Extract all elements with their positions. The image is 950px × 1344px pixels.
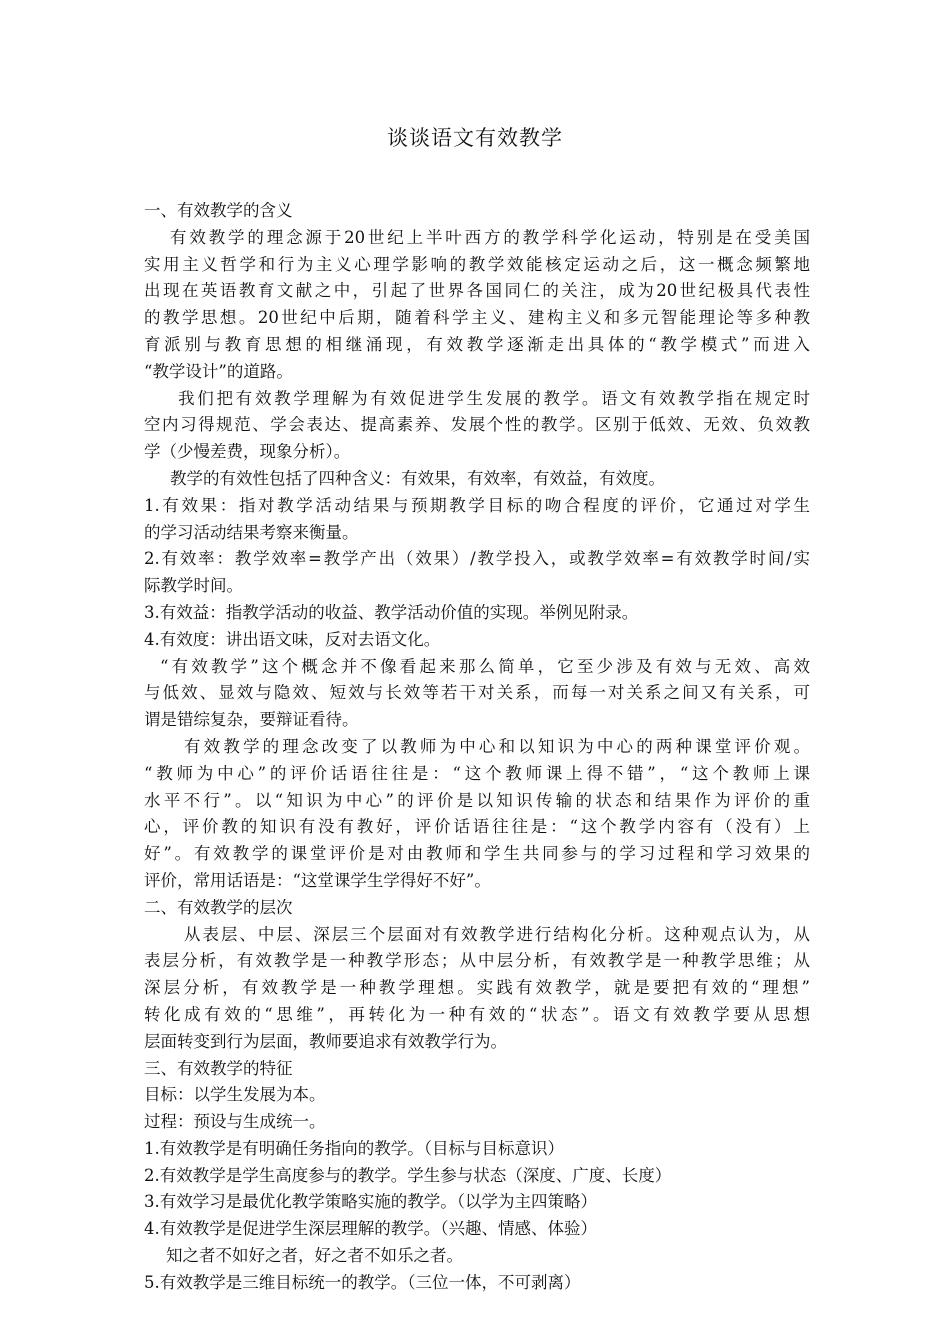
list-item: 1.有效果：指对教学活动结果与预期教学目标的吻合程度的评价，它通过对学生: [144, 495, 810, 515]
list-item: 4.有效度：讲出语文味，反对去语文化。: [144, 629, 441, 649]
list-item: 5.有效教学是三维目标统一的教学。（三位一体，不可剥离）: [144, 1272, 581, 1292]
paragraph-line: 教学的有效性包括了四种含义：有效果，有效率，有效益，有效度。: [170, 468, 665, 488]
paragraph-line: 有效教学的理念改变了以教师为中心和以知识为中心的两种课堂评价观。: [184, 736, 810, 756]
process-line: 过程：预设与生成统一。: [144, 1112, 326, 1132]
list-item: 2.有效率：教学效率=教学产出（效果）/教学投入，或教学效率=有效教学时间/实: [144, 549, 810, 569]
paragraph-line: 我们把有效教学理解为有效促进学生发展的教学。语文有效教学指在规定时: [178, 388, 810, 408]
paragraph-line: 空内习得规范、学会表达、提高素养、发展个性的教学。区别于低效、无效、负效教: [144, 415, 810, 435]
section-heading-1: 一、有效教学的含义: [144, 201, 293, 220]
section-heading-3: 三、有效教学的特征: [144, 1058, 293, 1078]
paragraph-line: 育派别与教育思想的相继涌现，有效教学逐渐走出具体的“教学模式”而进入: [144, 334, 810, 354]
list-item: 3.有效学习是最优化教学策略实施的教学。（以学为主四策略）: [144, 1192, 597, 1212]
paragraph-line: 有效教学的理念源于20世纪上半叶西方的教学科学化运动，特别是在受美国: [170, 227, 810, 247]
section-heading-2: 二、有效教学的层次: [144, 897, 293, 917]
paragraph-line: “教学设计”的道路。: [144, 361, 293, 381]
paragraph-line: “有效教学”这个概念并不像看起来那么简单，它至少涉及有效与无效、高效: [160, 656, 810, 676]
list-item: 2.有效教学是学生高度参与的教学。学生参与状态（深度、广度、长度）: [144, 1165, 672, 1185]
quote-line: 知之者不如好之者，好之者不如乐之者。: [166, 1246, 463, 1266]
paragraph-line: 表层分析，有效教学是一种教学形态；从中层分析，有效教学是一种教学思维；从: [144, 951, 810, 971]
paragraph-line: 的教学思想。20世纪中后期，随着科学主义、建构主义和多元智能理论等多种教: [144, 308, 810, 328]
paragraph-line: 评价，常用话语是：“这堂课学生学得好不好”。: [144, 870, 491, 890]
paragraph-line: “教师为中心”的评价话语往往是：“这个教师课上得不错”，“这个教师上课: [144, 763, 810, 783]
list-item: 3.有效益：指教学活动的收益、教学活动价值的实现。举例见附录。: [144, 602, 639, 622]
paragraph-line: 谓是错综复杂，要辩证看待。: [144, 710, 359, 730]
paragraph-line: 转化成有效的“思维”，再转化为一种有效的“状态”。语文有效教学要从思想: [144, 1004, 810, 1024]
list-item: 4.有效教学是促进学生深层理解的教学。（兴趣、情感、体验）: [144, 1219, 597, 1239]
list-item-continuation: 的学习活动结果考察来衡量。: [144, 522, 359, 542]
paragraph-line: 层面转变到行为层面，教师要追求有效教学行为。: [144, 1031, 507, 1051]
paragraph-line: 水平不行”。以“知识为中心”的评价是以知识传输的状态和结果作为评价的重: [144, 790, 810, 810]
paragraph-line: 心，评价教的知识有没有教好，评价话语往往是：“这个教学内容有（没有）上: [144, 817, 810, 837]
list-item: 1.有效教学是有明确任务指向的教学。（目标与目标意识）: [144, 1138, 564, 1158]
document-title: 谈谈语文有效教学: [387, 126, 563, 150]
document-body: [144, 198, 810, 1297]
paragraph-line: 深层分析，有效教学是一种教学理想。实践有效教学，就是要把有效的“理想”: [144, 978, 810, 998]
paragraph-line: 实用主义哲学和行为主义心理学影响的教学效能核定运动之后，这一概念频繁地: [144, 254, 810, 274]
goal-line: 目标：以学生发展为本。: [144, 1085, 326, 1105]
paragraph-line: 出现在英语教育文献之中，引起了世界各国同仁的关注，成为20世纪极具代表性: [144, 281, 810, 301]
list-item-continuation: 际教学时间。: [144, 576, 243, 596]
paragraph-line: 好”。有效教学的课堂评价是对由教师和学生共同参与的学习过程和学习效果的: [144, 844, 810, 864]
paragraph-line: 与低效、显效与隐效、短效与长效等若干对关系，而每一对关系之间又有关系，可: [144, 683, 810, 703]
paragraph-line: 学（少慢差费，现象分析）。: [144, 442, 351, 462]
paragraph-line: 从表层、中层、深层三个层面对有效教学进行结构化分析。这种观点认为，从: [184, 924, 810, 944]
